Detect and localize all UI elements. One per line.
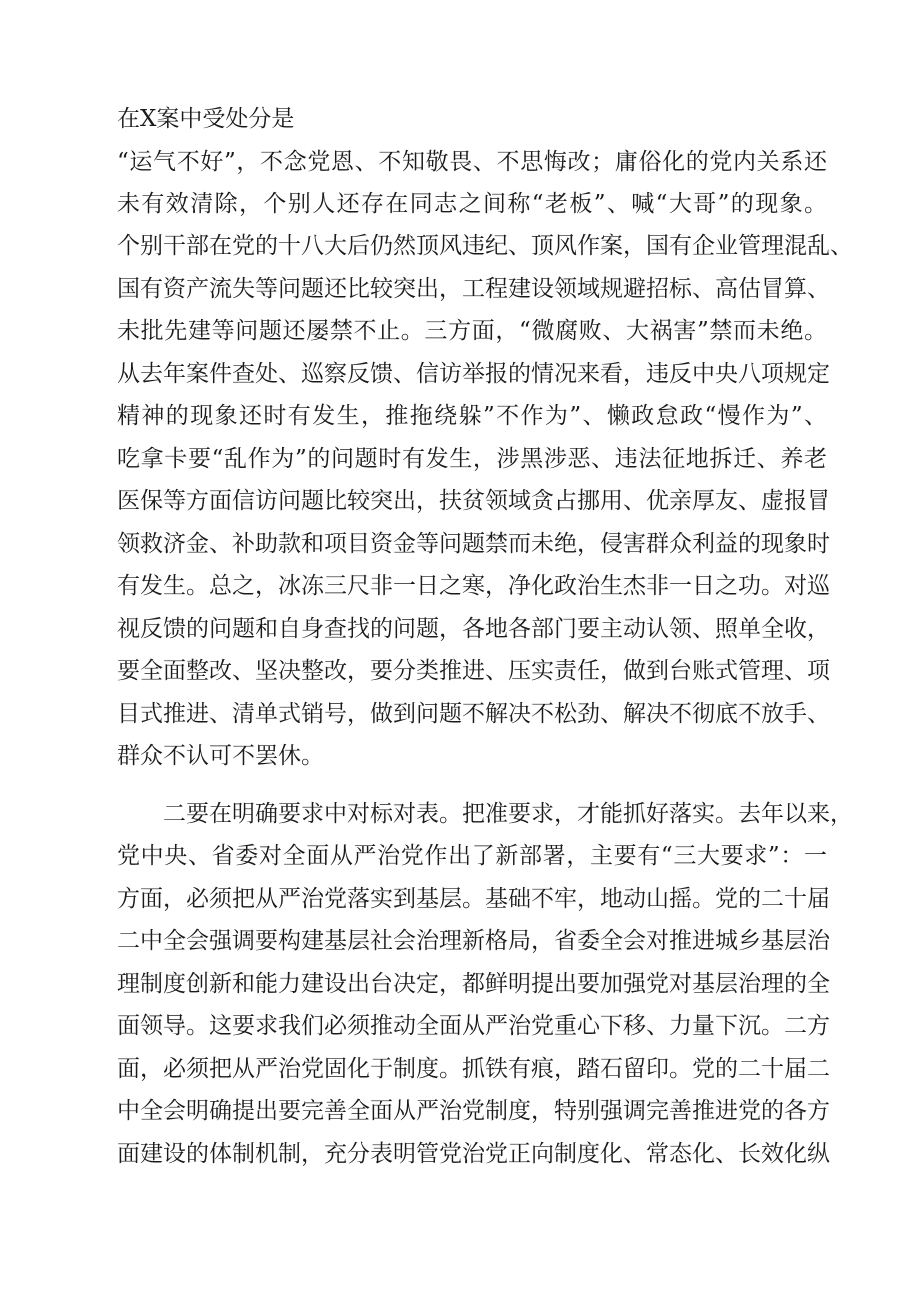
text-line-23: 面，必须把从严治党固化于制度。抓铁有痕，踏石留印。党的二十届二 (117, 1056, 830, 1082)
text-line-13: 视反馈的问题和自身查找的问题，各地各部门要主动认领、照单全收， (117, 616, 830, 642)
text-line-18: 党中央、省委对全面从严治党作出了新部署，主要有“三大要求”：一 (117, 843, 827, 869)
text-line-14: 要全面整改、坚决整改，要分类推进、压实责任，做到台账式管理、项 (117, 658, 830, 684)
text-line-7: 从去年案件查处、巡察反馈、信访举报的情况来看，违反中央八项规定 (117, 361, 830, 387)
text-line-8: 精神的现象还时有发生，推拖绕躲”不作为”、懒政怠政“慢作为”、 (117, 403, 827, 429)
text-line-25: 面建设的体制机制，充分表明管党治党正向制度化、常态化、长效化纵 (117, 1141, 830, 1167)
text-line-2: “运气不好”，不念党恩、不知敬畏、不思悔改；庸俗化的党内关系还 (117, 149, 827, 175)
text-line-15: 目式推进、清单式销号，做到问题不解决不松劲、解决不彻底不放手、 (117, 701, 830, 727)
text-line-20: 二中全会强调要构建基层社会治理新格局，省委全会对推进城乡基层治 (117, 928, 830, 954)
text-line-10: 医保等方面信访问题比较突出，扶贫领域贪占挪用、优亲厚友、虚报冒 (117, 488, 830, 514)
text-line-6: 未批先建等问题还屡禁不止。三方面，“微腐败、大祸害”禁而未绝。 (117, 318, 827, 344)
text-line-19: 方面，必须把从严治党落实到基层。基础不牢，地动山摇。党的二十届 (117, 886, 830, 912)
text-line-21: 理制度创新和能力建设出台决定，都鲜明提出要加强党对基层治理的全 (117, 971, 830, 997)
text-line-24: 中全会明确提出要完善全面从严治党制度，特别强调完善推进党的各方 (117, 1098, 830, 1124)
text-line-3: 未有效清除，个别人还存在同志之间称“老板”、喊“大哥”的现象。 (117, 191, 827, 217)
text-line-11: 领救济金、补助款和项目资金等问题禁而未绝，侵害群众利益的现象时 (117, 531, 830, 557)
text-line-22: 面领导。这要求我们必须推动全面从严治党重心下移、力量下沉。二方 (117, 1013, 830, 1039)
text-line-16: 群众不认可不罢休。 (117, 743, 324, 769)
text-line-9: 吃拿卡要“乱作为”的问题时有发生，涉黑涉恶、违法征地拆迁、养老 (117, 446, 827, 472)
text-line-17: 二要在明确要求中对标对表。把准要求，才能抓好落实。去年以来， (163, 801, 853, 827)
text-line-5: 国有资产流失等问题还比较突出，工程建设领域规避招标、高估冒算、 (117, 276, 830, 302)
text-line-1: 在X案中受处分是 (117, 106, 295, 132)
text-line-12: 有发生。总之，冰冻三尺非一日之寒，净化政治生杰非一日之功。对巡 (117, 573, 830, 599)
text-line-4: 个别干部在党的十八大后仍然顶风违纪、顶风作案，国有企业管理混乱、 (117, 233, 853, 259)
